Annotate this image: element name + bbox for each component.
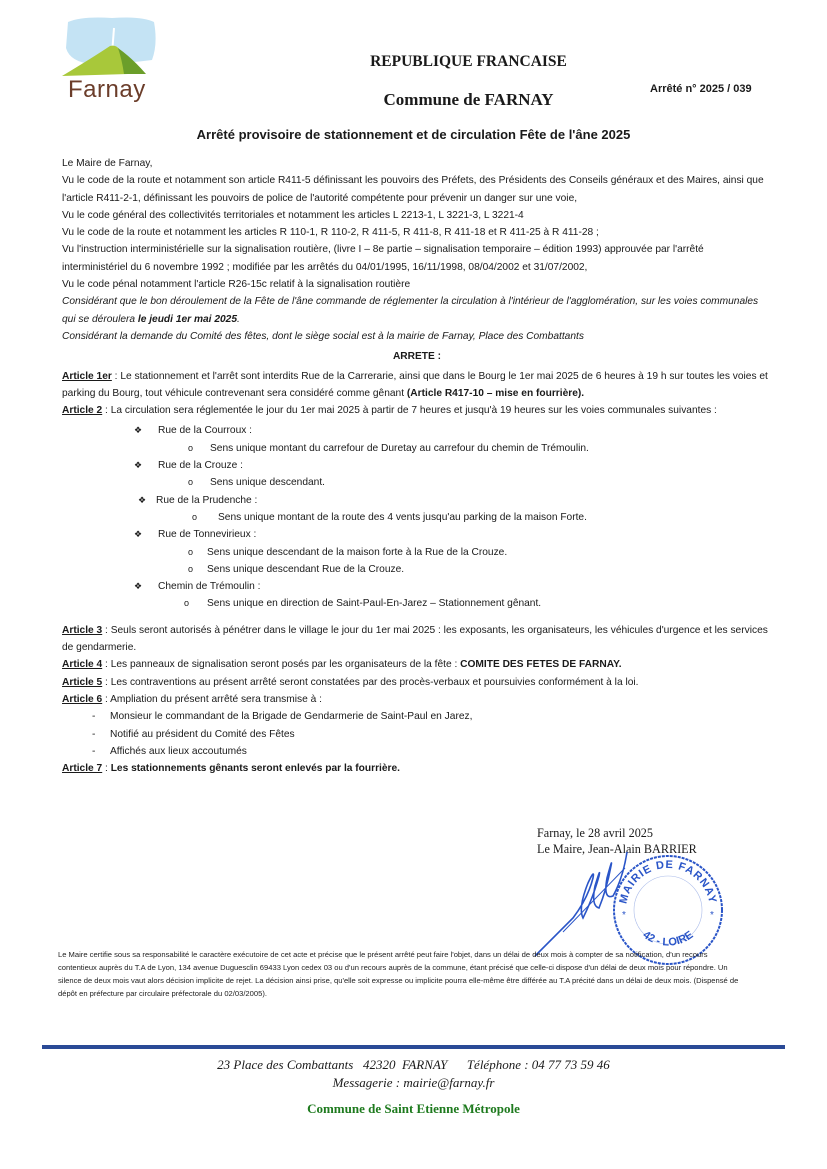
event-date: le jeudi 1er mai 2025 [137, 313, 237, 325]
commune-heading: Commune de FARNAY [383, 90, 554, 109]
circle-bullet-icon: o [188, 477, 194, 488]
document-title: Arrêté provisoire de stationnement et de circulation Fête de l'âne 2025 [196, 127, 631, 142]
footer-rule [42, 1045, 785, 1049]
circle-bullet-icon: o [184, 598, 190, 609]
recipient-item: - Monsieur le commandant de la Brigade de Gendarmerie de Saint-Paul en Jarez, [62, 708, 772, 725]
recipient-item: - Affichés aux lieux accoutumés [62, 743, 772, 760]
diamond-bullet-icon: ❖ [134, 425, 143, 436]
article-3: Article 3 : Seuls seront autorisés à pénétrer dans le village le jour du 1er mai 2025 : les exposants, les organisateurs, les véhicules d'urgence et les services de gendarmerie. [62, 624, 768, 654]
legal-notice: Le Maire certifie sous sa responsabilité le caractère exécutoire de cet acte et précise que le présent arrêté peut faire l'objet, dans un délai de deux mois à compter de sa notification, d'un recours contentieux auprès du T.A de Lyon, 134 avenue Duguesclin 69433 Lyon cedex 03 ou d'un recours auprès de la commune, étant précisé que celle-ci dispose d'un délai de deux mois pour répondre. Un silence de deux mois vaut alors décision implicite de rejet. La décision ainsi prise, qu'elle soit expresse ou implicite pourra elle-même être différée au T.A précité dans un délai de deux mois. (Dispensé de dépôt en préfecture par circulaire préfectorale du 02/03/2005). [58, 950, 739, 998]
street-item: ❖ Chemin de Trémoulin : [62, 578, 772, 595]
preamble-line: Vu le code général des collectivités territoriales et notamment les articles L 2213-1, L 3221-3, L 3221-4 [62, 209, 524, 221]
street-rule: o Sens unique descendant. [62, 474, 772, 491]
diamond-bullet-icon: ❖ [138, 494, 147, 505]
dash-bullet-icon: - [92, 711, 96, 723]
article-2: Article 2 : La circulation sera réglementée le jour du 1er mai 2025 à partir de 7 heures et jusqu'à 19 heures sur les voies communales suivantes : [62, 405, 717, 417]
diamond-bullet-icon: ❖ [134, 529, 143, 540]
preamble-line: Vu le code pénal notamment l'article R26-15c relatif à la signalisation routière [62, 279, 411, 291]
logo-text: Farnay [68, 76, 146, 103]
circle-bullet-icon: o [188, 563, 194, 574]
diamond-bullet-icon: ❖ [134, 581, 143, 592]
circle-bullet-icon: o [192, 511, 198, 522]
article-label: Article 7 [62, 763, 103, 775]
preamble-line: Vu le code de la route et notamment son article R411-5 définissant les pouvoirs des Préfets, des Présidents des Conseils généraux et des Maires, ainsi que l'article R411-2-1, définissant les pouvoirs de police de l'autorité compétente pour prévenir un danger sur une voie, [62, 175, 764, 204]
diamond-bullet-icon: ❖ [134, 460, 143, 471]
dash-bullet-icon: - [92, 745, 96, 757]
article-6: Article 6 : Ampliation du présent arrêté sera transmise à : [62, 693, 322, 705]
street-item: ❖ Rue de la Prudenche : [62, 492, 772, 509]
street-item: ❖ Rue de la Crouze : [62, 457, 772, 474]
article-1: Article 1er : Le stationnement et l'arrêt sont interdits Rue de la Carrerarie, ainsi que dans le Bourg le 1er mai 2025 de 6 heures à 19 h sur toutes les voies et parking du Bourg, tout véhicule contrevenant sera considéré comme gênant (Article R417-10 – mise en fourrière). [62, 370, 768, 399]
article-5: Article 5 : Les contraventions au présent arrêté seront constatées par des procès-verbaux et poursuivies conformément à la loi. [62, 676, 639, 688]
article-label: Article 5 [62, 676, 103, 688]
footer-address: 23 Place des Combattants 42320 FARNAY Téléphone : 04 77 73 59 46 [217, 1057, 610, 1072]
article-label: Article 1er [62, 370, 112, 382]
article-label: Article 3 [62, 624, 103, 636]
footer-email: Messagerie : mairie@farnay.fr [332, 1075, 495, 1090]
signer-name: Le Maire, Jean-Alain BARRIER [537, 842, 697, 856]
footer-contact [0, 1056, 827, 1092]
street-item: ❖ Rue de la Courroux : [62, 422, 772, 439]
considerant-1: Considérant que le bon déroulement de la Fête de l'âne commande de réglementer la circulation à l'intérieur de l'agglomération, sur les voies communales qui se déroulera le jeudi 1er mai 2025. [62, 296, 759, 325]
preamble-opening: Le Maire de Farnay, [62, 158, 153, 169]
recipient-item: - Notifié au président du Comité des Fêtes [62, 726, 772, 743]
street-list [62, 422, 772, 612]
article-4: Article 4 : Les panneaux de signalisation seront posés par les organisateurs de la fête : COMITE DES FETES DE FARNAY. [62, 659, 622, 671]
footer-metropole: Commune de Saint Etienne Métropole [307, 1101, 520, 1116]
arrete-number: Arrêté n° 2025 / 039 [650, 83, 752, 95]
street-rule: o Sens unique descendant Rue de la Crouze. [62, 561, 772, 578]
preamble-line: Vu le code de la route et notamment les articles R 110-1, R 110-2, R 411-5, R 411-8, R 411-18 et R 411-25 à R 411-28 ; [62, 227, 599, 239]
preamble-line: Vu l'instruction interministérielle sur la signalisation routière, (livre I – 8e partie – signalisation temporaire – édition 1993) approuvée par l'arrêté interministériel du 6 novembre 1992 ; modifiée par les arrêtés du 04/01/1995, 16/11/1998, 08/04/2002 et 31/07/2002, [62, 244, 704, 273]
street-rule: o Sens unique montant du carrefour de Duretay au carrefour du chemin de Trémoulin. [62, 440, 772, 457]
arrete-heading: ARRETE : [392, 351, 442, 363]
dash-bullet-icon: - [92, 728, 96, 740]
article-label: Article 6 [62, 693, 103, 705]
street-rule: o Sens unique en direction de Saint-Paul-En-Jarez – Stationnement gênant. [62, 595, 772, 612]
stamp-star-icon: * [710, 910, 714, 921]
stamp-star-icon: * [622, 910, 626, 921]
considerant-2: Considérant la demande du Comité des fêtes, dont le siège social est à la mairie de Farnay, Place des Combattants [62, 330, 584, 342]
article-7: Article 7 : Les stationnements gênants seront enlevés par la fourrière. [62, 763, 401, 775]
place-date: Farnay, le 28 avril 2025 [537, 826, 653, 840]
republic-heading: REPUBLIQUE FRANCAISE [370, 53, 567, 70]
stamp-top-text: MAIRIE DE FARNAY [617, 858, 719, 905]
circle-bullet-icon: o [188, 546, 194, 557]
street-item: ❖ Rue de Tonnevirieux : [62, 526, 772, 543]
circle-bullet-icon: o [188, 442, 194, 453]
article-label: Article 4 [62, 659, 103, 671]
stamp-bottom-text: 42 - LOIRE [640, 928, 696, 949]
document-body [62, 155, 772, 777]
street-rule: o Sens unique descendant de la maison forte à la Rue de la Crouze. [62, 544, 772, 561]
article-label: Article 2 [62, 405, 103, 417]
svg-text:42 - LOIRE [640, 929, 695, 949]
svg-text:MAIRIE DE FARNAY [617, 859, 718, 905]
street-rule: o Sens unique montant de la route des 4 vents jusqu'au parking de la maison Forte. [62, 509, 772, 526]
